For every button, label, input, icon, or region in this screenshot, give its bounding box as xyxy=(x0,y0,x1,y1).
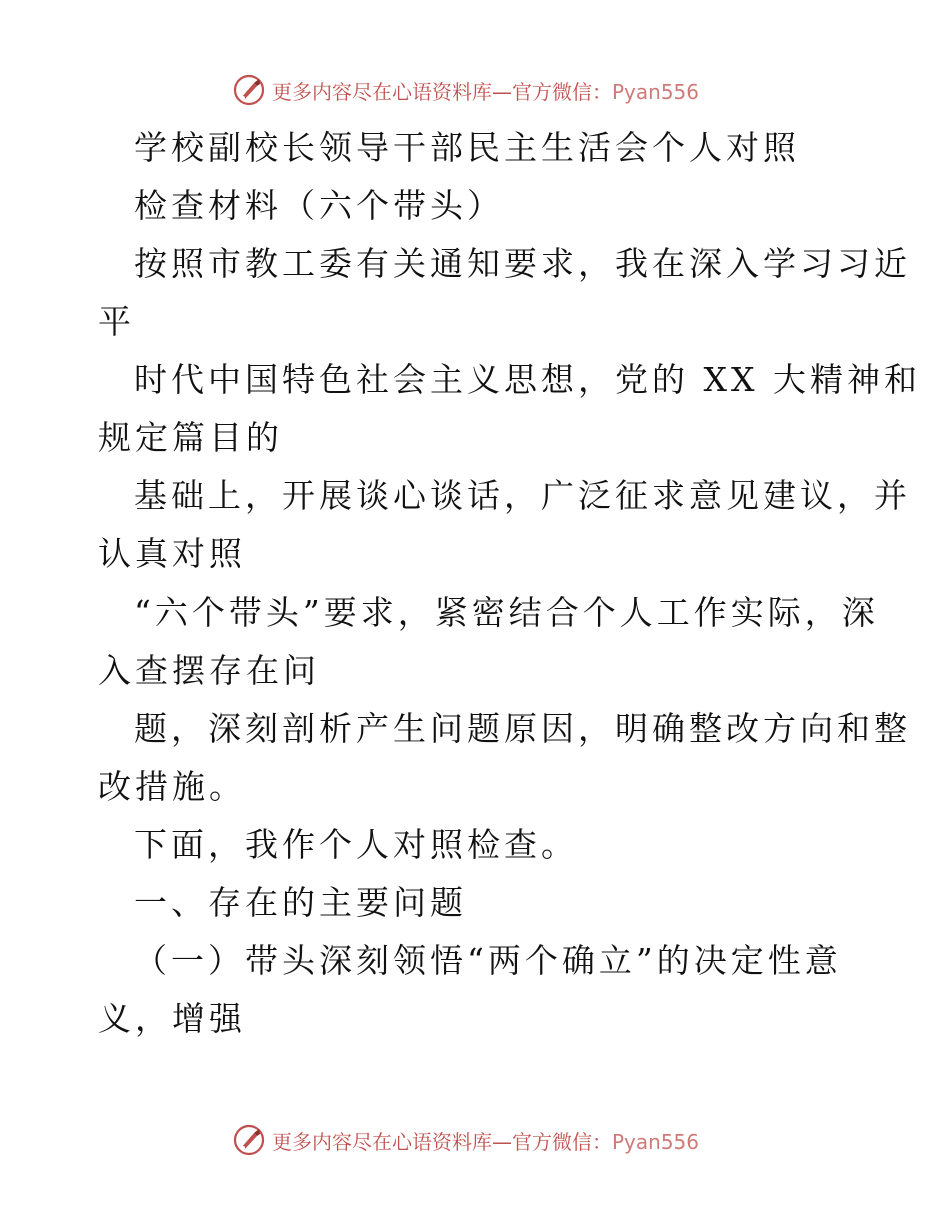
subsection-heading: （一）带头深刻领悟“两个确立”的决定性意 xyxy=(134,941,842,980)
watermark-wechat-id: Pyan556 xyxy=(612,79,700,104)
document-title-line-2: 检查材料（六个带头） xyxy=(134,186,504,225)
watermark-footer xyxy=(232,1122,699,1158)
paragraph-line: 下面，我作个人对照检查。 xyxy=(134,825,578,864)
section-heading: 一、存在的主要问题 xyxy=(134,883,467,922)
watermark-text: 更多内容尽在心语资料库—官方微信：Pyan556 xyxy=(272,79,700,104)
quill-logo-icon xyxy=(232,1123,266,1157)
paragraph-line: 规定篇目的 xyxy=(98,418,283,457)
paragraph-line: 题，深刻剖析产生问题原因，明确整改方向和整 xyxy=(134,709,911,748)
paragraph-line: 入查摆存在问 xyxy=(98,651,320,690)
watermark-text: 更多内容尽在心语资料库—官方微信：Pyan556 xyxy=(272,1129,700,1154)
paragraph-line: 基础上，开展谈心谈话，广泛征求意见建议，并 xyxy=(134,476,911,515)
paragraph-line: 平 xyxy=(98,302,135,341)
paragraph-line: 按照市教工委有关通知要求，我在深入学习习近 xyxy=(134,244,911,283)
paragraph-line: 时代中国特色社会主义思想，党的 XX 大精神和 xyxy=(134,360,921,399)
watermark-wechat-id: Pyan556 xyxy=(612,1129,700,1154)
paragraph-line: 改措施。 xyxy=(98,767,246,806)
quill-logo-icon xyxy=(232,73,266,107)
paragraph-line: “六个带头”要求，紧密结合个人工作实际，深 xyxy=(134,593,879,632)
watermark-header xyxy=(232,72,699,108)
paragraph-line: 义，增强 xyxy=(98,999,246,1038)
paragraph-line: 认真对照 xyxy=(98,534,246,573)
document-title-line-1: 学校副校长领导干部民主生活会个人对照 xyxy=(134,128,800,167)
